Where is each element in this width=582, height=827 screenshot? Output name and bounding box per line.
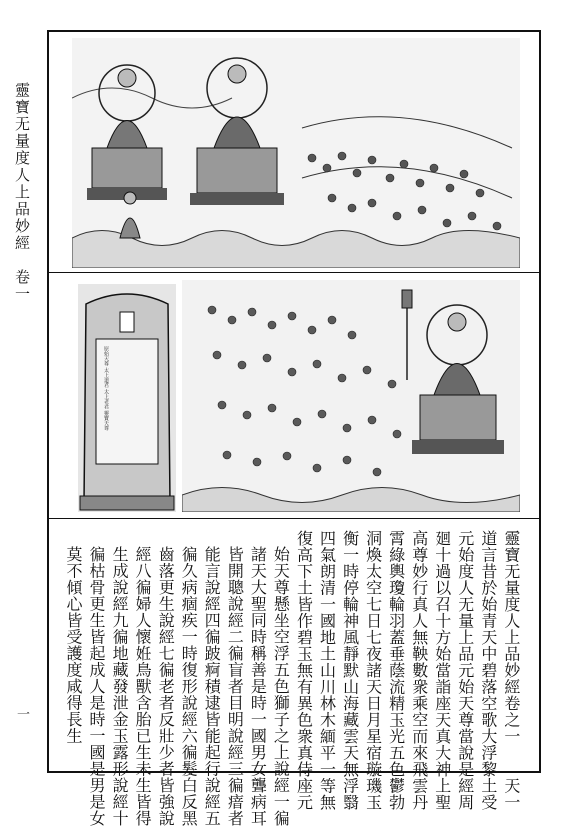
text-column: 諸天大聖同時稱善是時一國男女聾病耳 [248, 546, 268, 827]
stele-illustration [78, 284, 176, 512]
text-column: 始天尊懸坐空浮五色獅子之上說經一徧 [271, 546, 291, 827]
text-column: 皆開聰說經二徧盲者目明說經三徧瘖者 [225, 546, 245, 827]
text-column: 衡一時停輪神風靜默山海藏雲天無浮翳 [340, 530, 360, 811]
divider-top [47, 272, 541, 273]
text-column: 霄綠輿瓊輪羽蓋垂蔭流精玉光五色鬱勃 [386, 530, 406, 811]
text-column: 齒落更生說經七徧老者反壯少者皆強說 [156, 546, 176, 827]
margin-page-number: 一 [14, 707, 29, 720]
stele-inscription: 原始天尊 太上道君 太上老君 靈寶天尊 [103, 346, 109, 431]
text-column: 道言昔於始青天中碧落空歌大浮黎土受 [478, 530, 498, 811]
illustration-upper-drawing [72, 38, 520, 268]
text-column: 徧枯骨更生皆起成人是時一國是男是女 [87, 546, 107, 827]
text-column: 洞煥太空七日七夜諸天日月星宿璇璣玉 [363, 530, 383, 811]
text-column: 莫不傾心皆受護度咸得長生 [64, 546, 83, 744]
scripture-text [62, 530, 522, 827]
illustration-lower-drawing [182, 280, 520, 512]
margin-title: 靈寶无量度人上品妙經 卷一 [13, 82, 31, 303]
text-column: 復高下土皆作碧玉無有異色衆真侍座元 [294, 530, 314, 811]
text-column: 靈寶无量度人上品妙經卷之一 天一 [501, 530, 521, 811]
divider-bottom [47, 518, 541, 519]
text-column: 經八徧婦人懷姙鳥獸含胎已生未生皆得 [133, 546, 153, 827]
text-column: 廻十過以召十方始當詣座天真大神上聖 [432, 530, 452, 811]
text-column: 四氣朗清一國地土山川林木緬平一等無 [317, 530, 337, 811]
illustration-upper [72, 38, 520, 268]
illustration-lower [182, 280, 520, 512]
text-column: 能言說經四徧跛痾積逮皆能起行說經五 [202, 546, 222, 827]
text-column: 元始度人无量上品元始天尊當說是經周 [455, 530, 475, 811]
text-column: 生成說經九徧地藏發泄金玉露形說經十 [110, 546, 130, 827]
text-column: 徧久病痼疾一時復形說經六徧髮白反黑 [179, 546, 199, 827]
text-column: 高尊妙行真人無鞅數衆乘空而來飛雲丹 [409, 530, 429, 811]
stele-drawing [78, 284, 176, 512]
